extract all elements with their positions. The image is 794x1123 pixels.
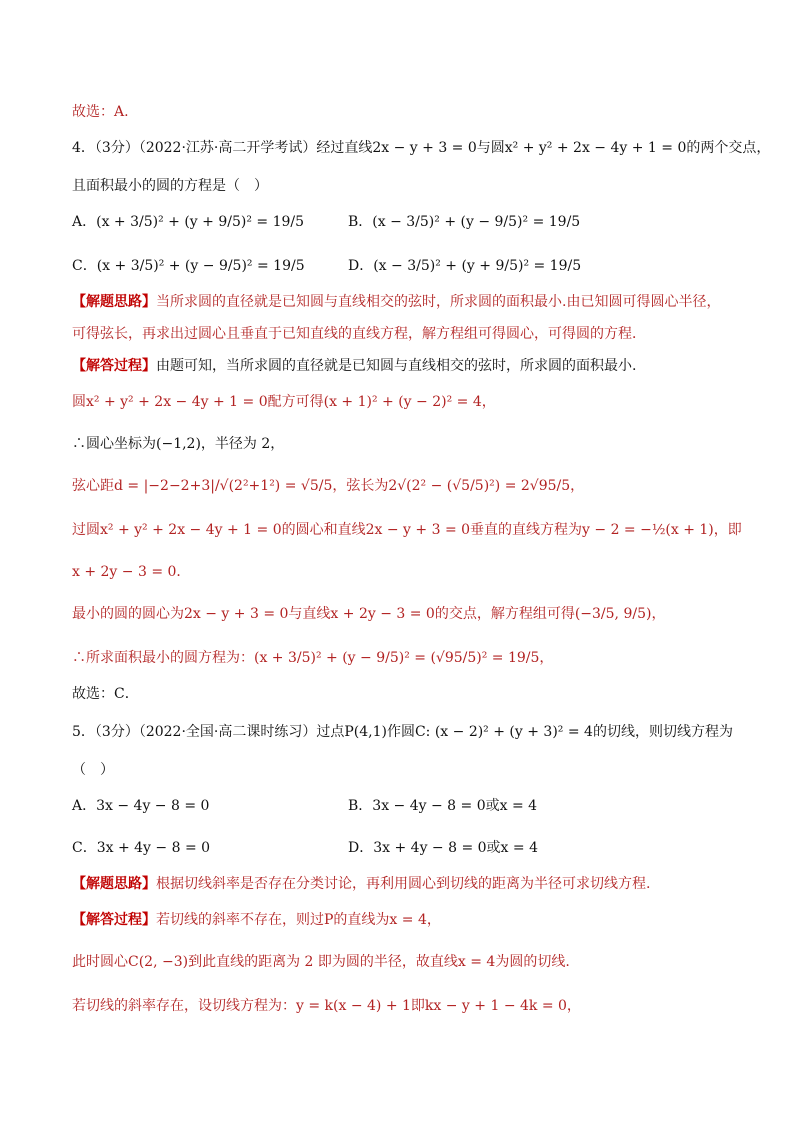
q4-option-d: D．(x − 3/5)² + (y + 9/5)² = 19/5 (348, 258, 582, 274)
q5-step-1: 此时圆心C(2, −3)到此直线的距离为 2 即为圆的半径，故直线x = 4为圆的切线. (72, 954, 570, 970)
q5-option-a: A．3x − 4y − 8 = 0 (72, 798, 210, 814)
q4-idea-line1 (72, 292, 720, 312)
q5-option-c: C．3x + 4y − 8 = 0 (72, 840, 211, 856)
q5-option-d: D．3x + 4y − 8 = 0或x = 4 (348, 840, 538, 856)
q5-stem-line2: （ ） (72, 762, 114, 778)
q4-idea-text1: 当所求圆的直径就是已知圆与直线相交的弦时，所求圆的面积最小.由已知圆可得圆心半径， (156, 294, 721, 310)
q5-option-b: B．3x − 4y − 8 = 0或x = 4 (348, 798, 538, 814)
q4-stem-line1: 4．（3分）（2022·江苏·高二开学考试）经过直线2x − y + 3 = 0与圆x² + y² + 2x − 4y + 1 = 0的两个交点， (72, 140, 771, 156)
q4-option-b: B．(x − 3/5)² + (y − 9/5)² = 19/5 (348, 214, 581, 230)
q4-step-7: ∴所求面积最小的圆方程为：(x + 3/5)² + (y − 9/5)² = (√95/5)² = 19/5， (72, 650, 554, 666)
q4-step-8: 故选：C． (72, 686, 139, 702)
q5-stem-line1: 5．（3分）（2022·全国·高二课时练习）过点P(4,1)作圆C: (x − 2)² + (y + 3)² = 4的切线，则切线方程为 (72, 724, 733, 740)
answer-line-q3: 故选：A. (72, 104, 129, 120)
q5-process-tag: 【解答过程】 (72, 912, 156, 928)
q4-process-tag: 【解答过程】 (72, 358, 156, 374)
q5-process-line1 (72, 910, 441, 930)
q4-stem-line2: 且面积最小的圆的方程是（ ） (72, 178, 268, 194)
q4-process-line1 (72, 356, 636, 376)
q4-option-c: C．(x + 3/5)² + (y − 9/5)² = 19/5 (72, 258, 305, 274)
q4-step-3: 弦心距d = |−2−2+3|/√(2²+1²) = √5/5，弦长为2√(2² − (√5/5)²) = 2√95/5， (72, 478, 585, 494)
q4-step-4: 过圆x² + y² + 2x − 4y + 1 = 0的圆心和直线2x − y + 3 = 0垂直的直线方程为y − 2 = −½(x + 1)，即 (72, 522, 742, 538)
q5-idea-tag: 【解题思路】 (72, 876, 156, 892)
q5-idea-line1 (72, 874, 650, 894)
q4-idea-tag: 【解题思路】 (72, 294, 156, 310)
q4-option-a: A．(x + 3/5)² + (y + 9/5)² = 19/5 (72, 214, 305, 230)
q5-process-text1: 若切线的斜率不存在，则过P的直线为x = 4， (156, 912, 441, 928)
q4-step-2: ∴圆心坐标为(−1,2)，半径为 2， (72, 436, 285, 452)
q4-idea-line2: 可得弦长，再求出过圆心且垂直于已知直线的直线方程，解方程组可得圆心，可得圆的方程． (72, 326, 646, 342)
q4-step-6: 最小的圆的圆心为2x − y + 3 = 0与直线x + 2y − 3 = 0的交点，解方程组可得(−3/5, 9/5)， (72, 606, 666, 622)
q4-step-5: x + 2y − 3 = 0． (72, 564, 191, 580)
q5-idea-text1: 根据切线斜率是否存在分类讨论，再利用圆心到切线的距离为半径可求切线方程. (156, 876, 651, 892)
q5-step-2: 若切线的斜率存在，设切线方程为：y = k(x − 4) + 1即kx − y + 1 − 4k = 0， (72, 998, 581, 1014)
q4-process-text1: 由题可知，当所求圆的直径就是已知圆与直线相交的弦时，所求圆的面积最小. (156, 358, 637, 374)
q4-step-1: 圆x² + y² + 2x − 4y + 1 = 0配方可得(x + 1)² + (y − 2)² = 4， (72, 394, 496, 410)
